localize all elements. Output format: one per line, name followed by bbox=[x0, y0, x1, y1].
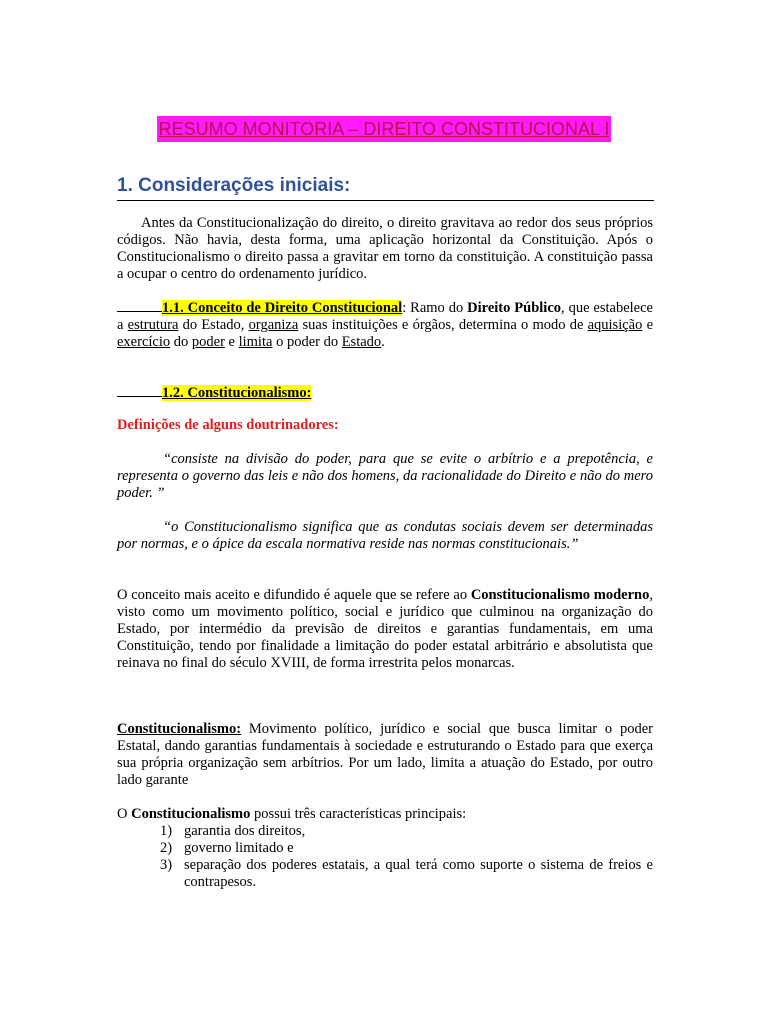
paragraph-consideracoes: Antes da Constitucionalização do direito, o direito gravitava ao redor dos seus próprios códigos. Não havia, desta forma, uma aplicação horizontal da Constituição. Após o Constitucionalismo o direito passa a gravitar em torno da constituição. A constituição passa a ocupar o centro do ordenamento jurídico. bbox=[117, 215, 653, 282]
subsection-label-1-2: 1.2. Constitucionalismo: bbox=[162, 385, 312, 401]
document-title: RESUMO MONITORIA – DIREITO CONSTITUCIONAL I bbox=[157, 116, 612, 142]
subsection-1-2 bbox=[117, 384, 653, 402]
title-container bbox=[0, 116, 768, 142]
paragraph-constitucionalismo-definicao: Constitucionalismo: Movimento político, jurídico e social que busca limitar o poder Estatal, dando garantias fundamentais à sociedade e estruturando o Estado para que exerça sua própria organização sem arbítrios. Por um lado, limita a atuação do Estado, por outro lado garante bbox=[117, 721, 653, 788]
term-estado: Estado bbox=[341, 334, 382, 350]
term-constitucionalismo-moderno: Constitucionalismo moderno bbox=[470, 587, 650, 603]
definicoes-heading: Definições de alguns doutrinadores: bbox=[117, 417, 339, 433]
term-poder: poder bbox=[191, 334, 225, 350]
tab-underline bbox=[117, 299, 162, 312]
caracteristicas-list bbox=[160, 823, 653, 891]
list-item: 1) garantia dos direitos, bbox=[160, 823, 306, 839]
term-constitucionalismo-bold: Constitucionalismo bbox=[131, 806, 251, 822]
list-item: 2) governo limitado e bbox=[160, 840, 294, 856]
paragraph-caracteristicas: O Constitucionalismo possui três características principais: bbox=[117, 806, 467, 822]
paragraph-conceito-direito-constitucional: 1.1. Conceito de Direito Constitucional: Ramo do Direito Público, que estabelece a estrutura do Estado, organiza suas instituições e órgãos, determina o modo de aquisição e exercício do poder e limita o poder do Estado. bbox=[117, 300, 654, 350]
term-constitucionalismo: Constitucionalismo: bbox=[117, 721, 242, 737]
list-item: 3) separação dos poderes estatais, a qual terá como suporte o sistema de freios e contrapesos. bbox=[160, 857, 653, 890]
term-limita: limita bbox=[238, 334, 273, 350]
section-heading-consideracoes: 1. Considerações iniciais: bbox=[117, 174, 654, 201]
quote-1: “consiste na divisão do poder, para que se evite o arbítrio e a prepotência, e representa o governo das leis e não dos homens, da racionalidade do Direito e não do mero poder. ” bbox=[117, 451, 653, 501]
quote-2: “o Constitucionalismo significa que as condutas sociais devem ser determinadas por normas, e o ápice da escala normativa reside nas normas constitucionais.” bbox=[117, 519, 653, 552]
term-estrutura: estrutura bbox=[127, 317, 179, 333]
tab-underline bbox=[117, 384, 162, 397]
term-organiza: organiza bbox=[248, 317, 299, 333]
term-aquisicao: aquisição bbox=[587, 317, 643, 333]
term-direito-publico: Direito Público bbox=[467, 300, 562, 316]
subsection-label-1-1: 1.1. Conceito de Direito Constitucional bbox=[162, 300, 403, 316]
paragraph-conceito-moderno: O conceito mais aceito e difundido é aquele que se refere ao Constitucionalismo moderno, visto como um movimento político, social e jurídico que culminou na organização do Estado, por intermédio da previsão de direitos e garantias fundamentais, em uma Constituição, tendo por finalidade a limitação do poder estatal arbitrário e absolutista que reinava no final do século XVIII, de forma irrestrita pelos monarcas. bbox=[117, 587, 653, 671]
term-exercicio: exercício bbox=[117, 334, 171, 350]
